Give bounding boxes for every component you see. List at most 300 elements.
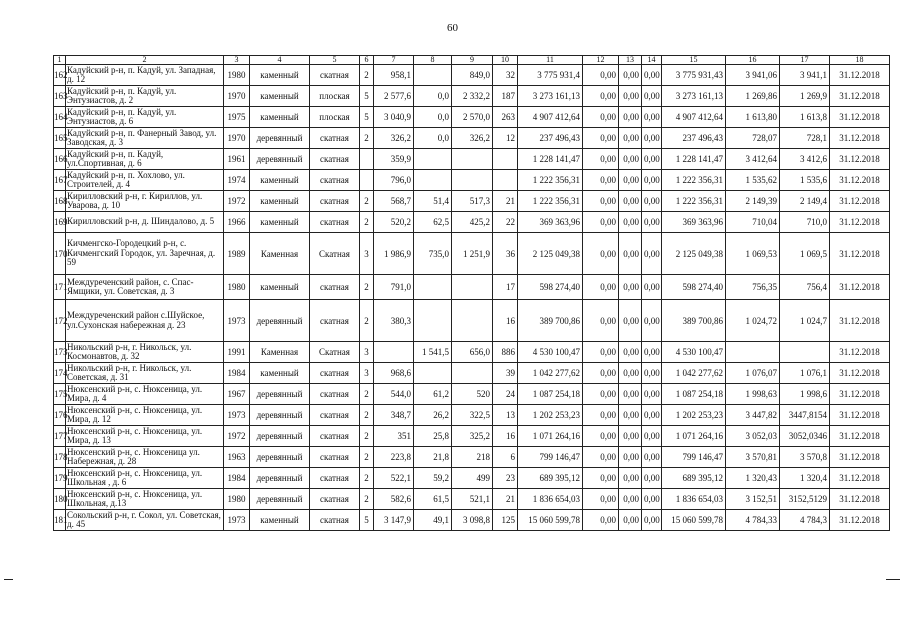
date-cell: 31.12.2018 [830,510,890,531]
col11-value-cell: 4 907 412,64 [518,107,583,128]
col11-value-cell: 1 042 277,62 [518,363,583,384]
col8-value-cell: 25,8 [414,426,452,447]
col10-value-cell: 17 [493,275,518,300]
col13-value-cell: 0,00 [619,426,642,447]
year-cell: 1970 [224,128,250,149]
col17-value-cell: 1 320,4 [780,468,830,489]
col11-value-cell: 1 222 356,31 [518,170,583,191]
col7-value-cell: 2 577,6 [374,86,414,107]
col11-value-cell: 1 836 654,03 [518,489,583,510]
row-number-cell: 174 [54,363,66,384]
col12-value-cell: 0,00 [583,510,619,531]
col8-value-cell: 49,1 [414,510,452,531]
col16-value-cell: 3 941,06 [726,65,780,86]
col7-value-cell: 522,1 [374,468,414,489]
col9-value-cell: 656,0 [452,342,493,363]
col12-value-cell: 0,00 [583,86,619,107]
table-row [54,86,890,107]
col10-value-cell: 16 [493,426,518,447]
table-row [54,149,890,170]
wall-material-cell: Каменная [250,233,310,275]
row-number-cell: 177 [54,426,66,447]
col11-value-cell: 3 273 161,13 [518,86,583,107]
col9-value-cell: 499 [452,468,493,489]
col13-value-cell: 0,00 [619,107,642,128]
wall-material-cell: деревянный [250,128,310,149]
year-cell: 1980 [224,65,250,86]
col9-value-cell: 322,5 [452,405,493,426]
col12-value-cell: 0,00 [583,342,619,363]
col13-value-cell: 0,00 [619,65,642,86]
col8-value-cell: 0,0 [414,86,452,107]
wall-material-cell: деревянный [250,426,310,447]
wall-material-cell: деревянный [250,384,310,405]
row-number-cell: 167 [54,170,66,191]
wall-material-cell: деревянный [250,489,310,510]
year-cell: 1973 [224,300,250,342]
col15-value-cell: 369 363,96 [662,212,726,233]
table-row [54,65,890,86]
row-number-cell: 171 [54,275,66,300]
col8-value-cell: 0,0 [414,128,452,149]
col13-value-cell: 0,00 [619,363,642,384]
wall-material-cell: каменный [250,107,310,128]
col8-value-cell [414,149,452,170]
col10-value-cell: 39 [493,363,518,384]
col12-value-cell: 0,00 [583,275,619,300]
column-header: 15 [662,56,726,65]
col17-value-cell: 756,4 [780,275,830,300]
col13-value-cell: 0,00 [619,170,642,191]
col13-value-cell: 0,00 [619,384,642,405]
col7-value-cell: 568,7 [374,191,414,212]
col16-value-cell: 1 069,53 [726,233,780,275]
col14-value-cell: 0,00 [642,107,662,128]
col9-value-cell [452,275,493,300]
col9-value-cell: 521,1 [452,489,493,510]
floors-cell: 2 [360,300,374,342]
address-cell: Кадуйский р-н, п. Фанерный Завод, ул. Заводская, д. 3 [66,128,224,149]
wall-material-cell: деревянный [250,405,310,426]
row-number-cell: 164 [54,107,66,128]
col8-value-cell [414,363,452,384]
date-cell: 31.12.2018 [830,489,890,510]
col10-value-cell: 125 [493,510,518,531]
col7-value-cell: 968,6 [374,363,414,384]
col17-value-cell: 3447,8154 [780,405,830,426]
column-header: 4 [250,56,310,65]
col17-value-cell: 1 535,6 [780,170,830,191]
col16-value-cell: 710,04 [726,212,780,233]
col16-value-cell: 3 412,64 [726,149,780,170]
row-number-cell: 166 [54,149,66,170]
col17-value-cell: 1 998,6 [780,384,830,405]
col17-value-cell: 3 412,6 [780,149,830,170]
col10-value-cell: 23 [493,468,518,489]
roof-type-cell: скатная [310,212,360,233]
col15-value-cell: 799 146,47 [662,447,726,468]
row-number-cell: 175 [54,384,66,405]
address-cell: Междуреченский район с.Шуйское, ул.Сухонская набережная д. 23 [66,300,224,342]
col10-value-cell: 21 [493,489,518,510]
col9-value-cell [452,363,493,384]
col12-value-cell: 0,00 [583,363,619,384]
col7-value-cell: 796,0 [374,170,414,191]
col15-value-cell: 1 222 356,31 [662,170,726,191]
col17-value-cell: 1 613,8 [780,107,830,128]
col15-value-cell: 3 775 931,43 [662,65,726,86]
date-cell: 31.12.2018 [830,342,890,363]
col11-value-cell: 15 060 599,78 [518,510,583,531]
col14-value-cell: 0,00 [642,363,662,384]
roof-type-cell: скатная [310,191,360,212]
col11-value-cell: 389 700,86 [518,300,583,342]
col12-value-cell: 0,00 [583,107,619,128]
table-row [54,300,890,342]
col13-value-cell: 0,00 [619,275,642,300]
col10-value-cell: 21 [493,191,518,212]
floors-cell: 3 [360,342,374,363]
col11-value-cell: 799 146,47 [518,447,583,468]
col16-value-cell: 1 535,62 [726,170,780,191]
col10-value-cell: 36 [493,233,518,275]
roof-type-cell: скатная [310,363,360,384]
date-cell: 31.12.2018 [830,65,890,86]
col7-value-cell [374,342,414,363]
col14-value-cell: 0,00 [642,170,662,191]
roof-type-cell: Скатная [310,233,360,275]
address-cell: Кирилловский р-н, г. Кириллов, ул. Уварова, д. 10 [66,191,224,212]
col8-value-cell: 62,5 [414,212,452,233]
roof-type-cell: скатная [310,510,360,531]
address-cell: Никольский р-н, г. Никольск, ул. Космонавтов, д. 32 [66,342,224,363]
col7-value-cell: 326,2 [374,128,414,149]
table-row [54,384,890,405]
col12-value-cell: 0,00 [583,300,619,342]
col7-value-cell: 359,9 [374,149,414,170]
col13-value-cell: 0,00 [619,300,642,342]
col7-value-cell: 791,0 [374,275,414,300]
year-cell: 1972 [224,191,250,212]
address-cell: Кадуйский р-н, п. Хохлово, ул. Строителей, д. 4 [66,170,224,191]
row-number-cell: 169 [54,212,66,233]
wall-material-cell: каменный [250,86,310,107]
col17-value-cell: 2 149,4 [780,191,830,212]
wall-material-cell: каменный [250,170,310,191]
col16-value-cell: 728,07 [726,128,780,149]
col8-value-cell: 26,2 [414,405,452,426]
roof-type-cell: скатная [310,149,360,170]
wall-material-cell: каменный [250,510,310,531]
col17-value-cell: 1 024,7 [780,300,830,342]
col14-value-cell: 0,00 [642,426,662,447]
col17-value-cell: 1 076,1 [780,363,830,384]
col8-value-cell [414,300,452,342]
col9-value-cell: 218 [452,447,493,468]
col14-value-cell: 0,00 [642,300,662,342]
col7-value-cell: 348,7 [374,405,414,426]
col13-value-cell: 0,00 [619,149,642,170]
col17-value-cell: 1 269,9 [780,86,830,107]
wall-material-cell: каменный [250,363,310,384]
col10-value-cell [493,170,518,191]
address-cell: Нюксенский р-н, с. Нюксеница, ул. Школьная, д.13 [66,489,224,510]
col12-value-cell: 0,00 [583,233,619,275]
floors-cell: 3 [360,233,374,275]
col14-value-cell: 0,00 [642,212,662,233]
column-header: 7 [374,56,414,65]
scan-edge-mark-right [886,579,900,580]
row-number-cell: 179 [54,468,66,489]
table-row [54,405,890,426]
column-header: 11 [518,56,583,65]
column-header: 17 [780,56,830,65]
table-row [54,468,890,489]
col16-value-cell: 1 320,43 [726,468,780,489]
col14-value-cell: 0,00 [642,191,662,212]
col13-value-cell: 0,00 [619,405,642,426]
wall-material-cell: Каменная [250,342,310,363]
wall-material-cell: каменный [250,65,310,86]
year-cell: 1989 [224,233,250,275]
floors-cell: 5 [360,86,374,107]
col8-value-cell [414,275,452,300]
col11-value-cell: 1 228 141,47 [518,149,583,170]
roof-type-cell: плоская [310,107,360,128]
table-row [54,107,890,128]
col7-value-cell: 351 [374,426,414,447]
year-cell: 1980 [224,489,250,510]
table-row [54,489,890,510]
floors-cell: 2 [360,191,374,212]
col14-value-cell: 0,00 [642,384,662,405]
col12-value-cell: 0,00 [583,489,619,510]
col10-value-cell: 263 [493,107,518,128]
address-cell: Кадуйский р-н, п. Кадуй, ул. Энтузиастов, д. 6 [66,107,224,128]
roof-type-cell: скатная [310,128,360,149]
column-header: 1 [54,56,66,65]
roof-type-cell: скатная [310,65,360,86]
year-cell: 1973 [224,405,250,426]
floors-cell [360,149,374,170]
column-header: 12 [583,56,619,65]
column-header: 14 [642,56,662,65]
col8-value-cell: 0,0 [414,107,452,128]
floors-cell: 2 [360,384,374,405]
col16-value-cell: 1 269,86 [726,86,780,107]
roof-type-cell: скатная [310,300,360,342]
col8-value-cell: 59,2 [414,468,452,489]
col10-value-cell: 24 [493,384,518,405]
row-number-cell: 163 [54,86,66,107]
date-cell: 31.12.2018 [830,170,890,191]
date-cell: 31.12.2018 [830,86,890,107]
col17-value-cell: 710,0 [780,212,830,233]
col7-value-cell: 544,0 [374,384,414,405]
col9-value-cell: 425,2 [452,212,493,233]
col12-value-cell: 0,00 [583,65,619,86]
col13-value-cell: 0,00 [619,447,642,468]
column-header: 13 [619,56,642,65]
date-cell: 31.12.2018 [830,384,890,405]
address-cell: Нюксенский р-н, с. Нюксеница, ул. Школьная , д. 6 [66,468,224,489]
col15-value-cell: 15 060 599,78 [662,510,726,531]
col16-value-cell: 2 149,39 [726,191,780,212]
col13-value-cell: 0,00 [619,128,642,149]
col16-value-cell: 1 613,80 [726,107,780,128]
year-cell: 1966 [224,212,250,233]
column-header: 10 [493,56,518,65]
col12-value-cell: 0,00 [583,426,619,447]
date-cell: 31.12.2018 [830,212,890,233]
col17-value-cell: 4 784,3 [780,510,830,531]
table-row [54,426,890,447]
col13-value-cell: 0,00 [619,510,642,531]
col11-value-cell: 4 530 100,47 [518,342,583,363]
address-cell: Нюксенский р-н, с. Нюксеница, ул. Мира, д. 4 [66,384,224,405]
col15-value-cell: 2 125 049,38 [662,233,726,275]
year-cell: 1974 [224,170,250,191]
col14-value-cell: 0,00 [642,447,662,468]
date-cell: 31.12.2018 [830,149,890,170]
year-cell: 1963 [224,447,250,468]
col10-value-cell: 187 [493,86,518,107]
col9-value-cell: 2 332,2 [452,86,493,107]
col11-value-cell: 689 395,12 [518,468,583,489]
col11-value-cell: 2 125 049,38 [518,233,583,275]
col17-value-cell [780,342,830,363]
table-row [54,170,890,191]
col16-value-cell [726,342,780,363]
column-header: 8 [414,56,452,65]
floors-cell: 2 [360,405,374,426]
col15-value-cell: 1 228 141,47 [662,149,726,170]
housing-register-table [53,55,890,531]
column-header: 9 [452,56,493,65]
year-cell: 1973 [224,510,250,531]
col7-value-cell: 1 986,9 [374,233,414,275]
col11-value-cell: 237 496,43 [518,128,583,149]
row-number-cell: 176 [54,405,66,426]
col16-value-cell: 3 447,82 [726,405,780,426]
row-number-cell: 162 [54,65,66,86]
year-cell: 1967 [224,384,250,405]
col7-value-cell: 958,1 [374,65,414,86]
col8-value-cell [414,170,452,191]
col9-value-cell: 325,2 [452,426,493,447]
year-cell: 1961 [224,149,250,170]
table-row [54,447,890,468]
col8-value-cell: 61,2 [414,384,452,405]
table-row [54,233,890,275]
col16-value-cell: 756,35 [726,275,780,300]
column-header: 2 [66,56,224,65]
col15-value-cell: 1 042 277,62 [662,363,726,384]
col8-value-cell: 1 541,5 [414,342,452,363]
floors-cell: 3 [360,363,374,384]
col15-value-cell: 4 530 100,47 [662,342,726,363]
roof-type-cell: скатная [310,468,360,489]
col15-value-cell: 1 836 654,03 [662,489,726,510]
floors-cell: 2 [360,426,374,447]
row-number-cell: 178 [54,447,66,468]
row-number-cell: 181 [54,510,66,531]
roof-type-cell: скатная [310,489,360,510]
wall-material-cell: деревянный [250,149,310,170]
col12-value-cell: 0,00 [583,149,619,170]
col10-value-cell: 16 [493,300,518,342]
col9-value-cell: 3 098,8 [452,510,493,531]
roof-type-cell: скатная [310,426,360,447]
row-number-cell: 170 [54,233,66,275]
roof-type-cell: скатная [310,170,360,191]
wall-material-cell: каменный [250,275,310,300]
floors-cell: 2 [360,128,374,149]
col14-value-cell: 0,00 [642,510,662,531]
col12-value-cell: 0,00 [583,170,619,191]
floors-cell: 2 [360,65,374,86]
col14-value-cell: 0,00 [642,65,662,86]
year-cell: 1984 [224,468,250,489]
date-cell: 31.12.2018 [830,275,890,300]
col14-value-cell: 0,00 [642,233,662,275]
col11-value-cell: 3 775 931,4 [518,65,583,86]
col11-value-cell: 1 071 264,16 [518,426,583,447]
col9-value-cell: 849,0 [452,65,493,86]
roof-type-cell: скатная [310,275,360,300]
col8-value-cell: 51,4 [414,191,452,212]
address-cell: Кичменгско-Городецкий р-н, с. Кичменгский Городок, ул. Заречная, д. 59 [66,233,224,275]
row-number-cell: 173 [54,342,66,363]
floors-cell: 5 [360,510,374,531]
col13-value-cell: 0,00 [619,212,642,233]
date-cell: 31.12.2018 [830,233,890,275]
col14-value-cell: 0,00 [642,128,662,149]
col8-value-cell: 61,5 [414,489,452,510]
roof-type-cell: Скатная [310,342,360,363]
col14-value-cell: 0,00 [642,468,662,489]
col9-value-cell: 1 251,9 [452,233,493,275]
col14-value-cell: 0,00 [642,149,662,170]
wall-material-cell: деревянный [250,468,310,489]
col17-value-cell: 3 941,1 [780,65,830,86]
col13-value-cell: 0,00 [619,468,642,489]
col13-value-cell: 0,00 [619,489,642,510]
col14-value-cell: 0,00 [642,86,662,107]
col8-value-cell: 21,8 [414,447,452,468]
date-cell: 31.12.2018 [830,363,890,384]
column-header: 5 [310,56,360,65]
address-cell: Нюксенский р-н, с. Нюксеница, ул. Мира, д. 12 [66,405,224,426]
wall-material-cell: каменный [250,191,310,212]
col12-value-cell: 0,00 [583,405,619,426]
address-cell: Кадуйский р-н, п. Кадуй, ул.Спортивная, д. 6 [66,149,224,170]
table-row [54,191,890,212]
col8-value-cell: 735,0 [414,233,452,275]
col15-value-cell: 689 395,12 [662,468,726,489]
address-cell: Кирилловский р-н, д. Шиндалово, д. 5 [66,212,224,233]
address-cell: Нюксенский р-н, с. Нюксеница ул. Набережная, д. 28 [66,447,224,468]
col11-value-cell: 1 202 253,23 [518,405,583,426]
date-cell: 31.12.2018 [830,468,890,489]
col9-value-cell [452,170,493,191]
col14-value-cell: 0,00 [642,489,662,510]
col11-value-cell: 1 222 356,31 [518,191,583,212]
col17-value-cell: 3152,5129 [780,489,830,510]
floors-cell: 2 [360,447,374,468]
col12-value-cell: 0,00 [583,212,619,233]
col9-value-cell [452,300,493,342]
